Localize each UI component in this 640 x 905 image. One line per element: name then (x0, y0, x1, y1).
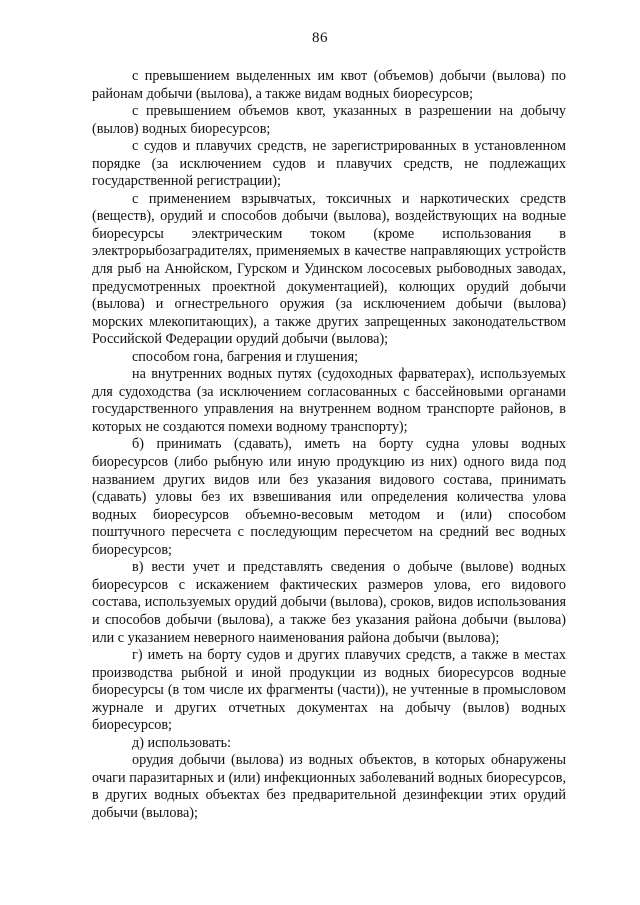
paragraph-item-v: в) вести учет и представлять сведения о добыче (вылове) водных биоресурсов с искажением фактических размеров улова, его видового состава, используемых орудий добычи (вылова), сроков, видов использования и способов добычи (вылова), а также без указания района добычи (вылова) или с указанием неверного наименования района добычи (вылова); (92, 559, 566, 646)
paragraph-inland-waterways: на внутренних водных путях (судоходных фарватерах), используемых для судоходства (за исключением согласованных с бассейновыми органами государственного управления на внутреннем водном транспорте районов, в которых не создаются помехи водному транспорту); (92, 366, 566, 435)
paragraph-infected-waters: орудия добычи (вылова) из водных объектов, в которых обнаружены очаги паразитарных и (или) инфекционных заболеваний водных биоресурсов, в других водных объектах без предварительной дезинфекции этих орудий добычи (вылова); (92, 752, 566, 821)
paragraph-unregistered-vessels: с судов и плавучих средств, не зарегистрированных в установленном порядке (за исключением судов и плавучих средств, не подлежащих государственной регистрации); (92, 138, 566, 190)
paragraph-item-d: д) использовать: (132, 734, 232, 751)
paragraph-permit-excess: с превышением объемов квот, указанных в разрешении на добычу (вылов) водных биоресурсов; (92, 103, 566, 137)
paragraph-item-b: б) принимать (сдавать), иметь на борту судна уловы водных биоресурсов (либо рыбную или иную продукцию из них) одного вида под названием других видов или без указания видового состава, принимать (сдавать) уловы без их взвешивания или определения количества улова водных биоресурсов объемно-весовым методом и (или) способом поштучного пересчета с последующим пересчетом на средний вес водных биоресурсов; (92, 436, 566, 558)
paragraph-driving-methods: способом гона, багрения и глушения; (132, 348, 359, 365)
document-body (92, 68, 566, 823)
page-number: 86 (312, 30, 328, 46)
paragraph-item-g: г) иметь на борту судов и других плавучих средств, а также в местах производства рыбной и иной продукции из водных биоресурсов водные биоресурсы (в том числе их фрагменты (части)), не учтенные в промысловом журнале и других отчетных документах на добычу (вылов) водных биоресурсов; (92, 647, 566, 734)
paragraph-quota-excess: с превышением выделенных им квот (объемов) добычи (вылова) по районам добычи (вылова), а также видам водных биоресурсов; (92, 68, 566, 102)
paragraph-prohibited-methods: с применением взрывчатых, токсичных и наркотических средств (веществ), орудий и способов добычи (вылова), воздействующих на водные биоресурсы электрическим током (кроме использования в электрорыбозаградителях, применяемых в качестве направляющих устройств для рыб на Анюйском, Гурском и Удинском лососевых рыбоводных заводах, предусмотренных проектной документацией), колющих орудий добычи (вылова) и огнестрельного оружия (за исключением добычи (вылова) морских млекопитающих), а также других запрещенных законодательством Российской Федерации орудий добычи (вылова); (92, 190, 566, 348)
